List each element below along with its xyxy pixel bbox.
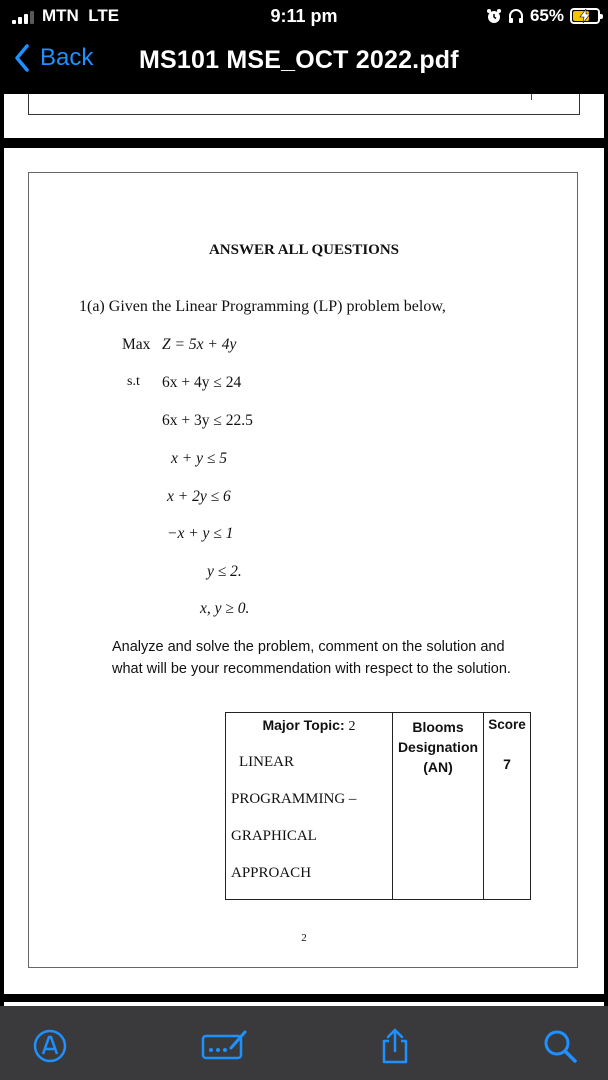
pdf-page bbox=[4, 148, 604, 994]
topic-header-label: Major Topic: bbox=[262, 717, 345, 733]
topic-line-2: PROGRAMMING – bbox=[231, 791, 357, 807]
alarm-icon bbox=[486, 8, 502, 24]
back-button[interactable] bbox=[14, 44, 93, 72]
previous-page-fragment bbox=[4, 94, 604, 138]
network-type: LTE bbox=[88, 6, 120, 25]
instructions-text: Analyze and solve the problem, comment on the solution and what will be your recommendation with respect to the solution. bbox=[112, 639, 511, 677]
blooms-header bbox=[393, 717, 483, 777]
back-label: Back bbox=[40, 44, 94, 71]
constraint-1: 6x + 4y ≤ 24 bbox=[162, 374, 242, 391]
charging-bolt-icon bbox=[578, 9, 592, 23]
topic-table bbox=[225, 712, 531, 900]
topic-header bbox=[226, 717, 392, 735]
form-fill-button[interactable] bbox=[200, 1026, 250, 1066]
document-title: MS101 MSE_OCT 2022.pdf bbox=[139, 46, 459, 74]
status-right bbox=[486, 5, 600, 27]
share-button[interactable] bbox=[375, 1026, 415, 1066]
score-header: Score bbox=[488, 717, 526, 732]
topic-line-4: APPROACH bbox=[231, 865, 312, 881]
battery-icon bbox=[570, 8, 600, 24]
section-heading: ANSWER ALL QUESTIONS bbox=[208, 242, 400, 258]
markup-button[interactable] bbox=[30, 1026, 70, 1066]
carrier-name: MTN bbox=[42, 6, 79, 25]
pdf-viewer[interactable] bbox=[0, 94, 608, 1006]
status-bar bbox=[0, 0, 608, 32]
battery-percent: 65% bbox=[529, 6, 564, 25]
blooms-value: (AN) bbox=[423, 759, 453, 775]
navigation-bar bbox=[0, 32, 608, 94]
search-icon bbox=[542, 1028, 578, 1064]
constraint-2: 6x + 3y ≤ 22.5 bbox=[162, 412, 253, 429]
objective-line bbox=[122, 336, 236, 354]
topic-line-3: GRAPHICAL bbox=[231, 828, 317, 844]
search-button[interactable] bbox=[540, 1026, 580, 1066]
blooms-header-line2: Designation bbox=[397, 739, 479, 755]
keyboard-icon bbox=[201, 1028, 249, 1064]
objective-function: Z = 5x + 4y bbox=[162, 336, 237, 353]
share-icon bbox=[380, 1027, 410, 1065]
constraint-3: x + y ≤ 5 bbox=[171, 450, 227, 467]
question-intro: 1(a) Given the Linear Programming (LP) problem below, bbox=[79, 298, 446, 315]
clock: 9:11 pm bbox=[270, 6, 338, 26]
headphones-icon bbox=[508, 8, 524, 24]
constraint-5: −x + y ≤ 1 bbox=[167, 525, 234, 542]
topic-line-1: LINEAR bbox=[239, 754, 294, 770]
markup-icon bbox=[32, 1028, 68, 1064]
bottom-toolbar bbox=[0, 1006, 608, 1080]
constraint-7: x, y ≥ 0. bbox=[200, 600, 250, 617]
objective-label: Max bbox=[122, 336, 151, 353]
constraint-6: y ≤ 2. bbox=[207, 563, 242, 580]
topic-number: 2 bbox=[348, 719, 356, 734]
page-number: 2 bbox=[301, 932, 307, 944]
score-value: 7 bbox=[503, 756, 511, 772]
subject-to-label: s.t bbox=[127, 374, 140, 389]
chevron-left-icon bbox=[14, 44, 30, 72]
constraint-4: x + 2y ≤ 6 bbox=[167, 488, 231, 505]
blooms-header-line1: Blooms bbox=[412, 719, 464, 735]
